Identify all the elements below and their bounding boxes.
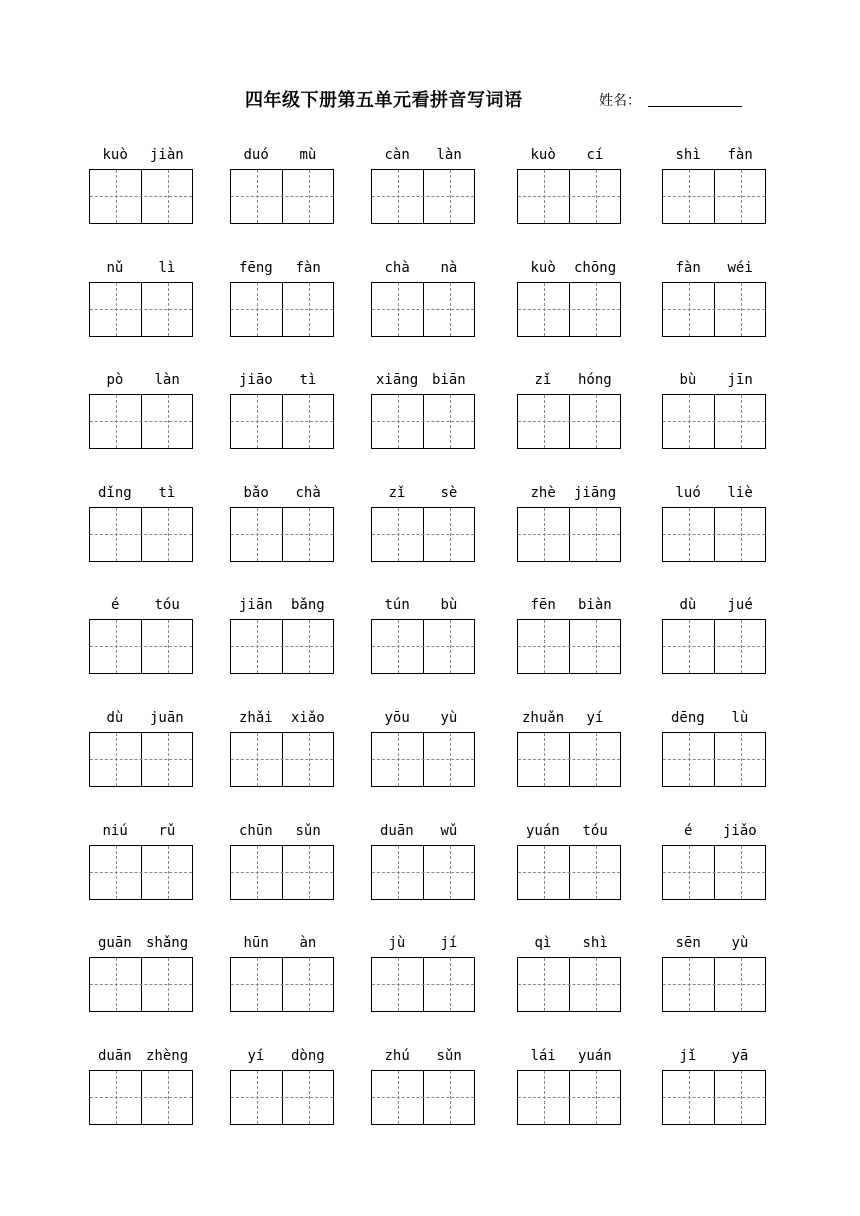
guide-line-horizontal bbox=[518, 759, 620, 760]
pinyin-syllable: sǔn bbox=[295, 823, 321, 839]
pinyin-syllable: nà bbox=[440, 260, 458, 276]
pinyin-syllable: qì bbox=[534, 935, 552, 951]
pinyin-syllable: tún bbox=[384, 597, 410, 613]
pinyin-syllable: jí bbox=[440, 935, 458, 951]
pinyin-syllable: chūn bbox=[239, 823, 273, 839]
pinyin-syllable: kuò bbox=[530, 260, 556, 276]
guide-line-horizontal bbox=[231, 872, 333, 873]
writing-box[interactable] bbox=[89, 845, 193, 900]
guide-line-horizontal bbox=[518, 421, 620, 422]
pinyin-syllable: yā bbox=[731, 1048, 749, 1064]
pinyin-syllable: zhú bbox=[384, 1048, 410, 1064]
pinyin-syllable: càn bbox=[384, 147, 410, 163]
pinyin-syllable: bù bbox=[440, 597, 458, 613]
guide-line-horizontal bbox=[372, 309, 474, 310]
guide-line-horizontal bbox=[372, 196, 474, 197]
guide-line-horizontal bbox=[663, 534, 765, 535]
pinyin-syllable: lì bbox=[158, 260, 176, 276]
guide-line-horizontal bbox=[90, 646, 192, 647]
guide-line-horizontal bbox=[231, 309, 333, 310]
pinyin-syllable: biàn bbox=[578, 597, 612, 613]
pinyin-syllable: dòng bbox=[291, 1048, 325, 1064]
pinyin-syllable: xiǎo bbox=[291, 710, 325, 726]
pinyin-syllable: sǔn bbox=[436, 1048, 462, 1064]
pinyin-syllable: wéi bbox=[727, 260, 753, 276]
writing-box[interactable] bbox=[89, 282, 193, 337]
writing-box[interactable] bbox=[230, 169, 334, 224]
writing-box[interactable] bbox=[662, 619, 766, 674]
writing-box[interactable] bbox=[371, 282, 475, 337]
pinyin-syllable: jiān bbox=[239, 597, 273, 613]
pinyin-syllable: yuán bbox=[526, 823, 560, 839]
pinyin-syllable: guān bbox=[98, 935, 132, 951]
guide-line-horizontal bbox=[231, 984, 333, 985]
writing-box[interactable] bbox=[371, 394, 475, 449]
pinyin-syllable: dēng bbox=[671, 710, 705, 726]
pinyin-syllable: àn bbox=[299, 935, 317, 951]
writing-box[interactable] bbox=[230, 394, 334, 449]
writing-box[interactable] bbox=[517, 282, 621, 337]
guide-line-horizontal bbox=[663, 984, 765, 985]
pinyin-syllable: zhǎi bbox=[239, 710, 273, 726]
pinyin-syllable: fàn bbox=[295, 260, 321, 276]
writing-box[interactable] bbox=[230, 282, 334, 337]
guide-line-horizontal bbox=[663, 646, 765, 647]
pinyin-syllable: shì bbox=[582, 935, 608, 951]
pinyin-syllable: zhuǎn bbox=[522, 710, 565, 726]
writing-box[interactable] bbox=[517, 394, 621, 449]
guide-line-horizontal bbox=[663, 309, 765, 310]
pinyin-syllable: wǔ bbox=[440, 823, 458, 839]
writing-box[interactable] bbox=[662, 394, 766, 449]
guide-line-horizontal bbox=[518, 534, 620, 535]
pinyin-syllable: rǔ bbox=[158, 823, 176, 839]
writing-box[interactable] bbox=[517, 732, 621, 787]
guide-line-horizontal bbox=[90, 421, 192, 422]
pinyin-syllable: xiāng bbox=[376, 372, 419, 388]
pinyin-syllable: hūn bbox=[243, 935, 269, 951]
guide-line-horizontal bbox=[518, 984, 620, 985]
guide-line-horizontal bbox=[372, 646, 474, 647]
pinyin-syllable: liè bbox=[727, 485, 753, 501]
writing-box[interactable] bbox=[89, 507, 193, 562]
guide-line-horizontal bbox=[372, 759, 474, 760]
writing-box[interactable] bbox=[662, 282, 766, 337]
guide-line-horizontal bbox=[372, 421, 474, 422]
pinyin-syllable: juān bbox=[150, 710, 184, 726]
guide-line-horizontal bbox=[231, 421, 333, 422]
guide-line-horizontal bbox=[518, 196, 620, 197]
pinyin-syllable: mù bbox=[299, 147, 317, 163]
pinyin-syllable: é bbox=[111, 597, 120, 613]
writing-box[interactable] bbox=[517, 845, 621, 900]
pinyin-syllable: niú bbox=[102, 823, 128, 839]
pinyin-syllable: zhèng bbox=[146, 1048, 189, 1064]
pinyin-syllable: yōu bbox=[384, 710, 410, 726]
guide-line-horizontal bbox=[90, 309, 192, 310]
pinyin-syllable: làn bbox=[436, 147, 462, 163]
guide-line-horizontal bbox=[90, 196, 192, 197]
writing-box[interactable] bbox=[89, 1070, 193, 1125]
page-title: 四年级下册第五单元看拼音写词语 bbox=[245, 90, 523, 111]
pinyin-syllable: fàn bbox=[675, 260, 701, 276]
pinyin-syllable: duó bbox=[243, 147, 269, 163]
writing-box[interactable] bbox=[517, 1070, 621, 1125]
guide-line-horizontal bbox=[518, 1097, 620, 1098]
pinyin-syllable: chōng bbox=[574, 260, 617, 276]
guide-line-horizontal bbox=[518, 309, 620, 310]
guide-line-horizontal bbox=[90, 534, 192, 535]
pinyin-syllable: shǎng bbox=[146, 935, 189, 951]
guide-line-horizontal bbox=[231, 196, 333, 197]
pinyin-syllable: yí bbox=[247, 1048, 265, 1064]
writing-box[interactable] bbox=[371, 732, 475, 787]
pinyin-syllable: jué bbox=[727, 597, 753, 613]
guide-line-horizontal bbox=[663, 1097, 765, 1098]
guide-line-horizontal bbox=[372, 1097, 474, 1098]
writing-box[interactable] bbox=[89, 394, 193, 449]
writing-box[interactable] bbox=[230, 957, 334, 1012]
pinyin-syllable: chà bbox=[295, 485, 321, 501]
pinyin-syllable: jiāo bbox=[239, 372, 273, 388]
pinyin-syllable: kuò bbox=[102, 147, 128, 163]
writing-box[interactable] bbox=[517, 957, 621, 1012]
pinyin-syllable: bù bbox=[679, 372, 697, 388]
pinyin-syllable: tì bbox=[158, 485, 176, 501]
writing-box[interactable] bbox=[371, 169, 475, 224]
pinyin-syllable: dù bbox=[679, 597, 697, 613]
pinyin-syllable: sè bbox=[440, 485, 458, 501]
writing-box[interactable] bbox=[89, 619, 193, 674]
pinyin-syllable: biān bbox=[432, 372, 466, 388]
guide-line-horizontal bbox=[663, 196, 765, 197]
pinyin-syllable: lái bbox=[530, 1048, 556, 1064]
pinyin-syllable: jiǎo bbox=[723, 823, 757, 839]
pinyin-syllable: chà bbox=[384, 260, 410, 276]
writing-box[interactable] bbox=[89, 169, 193, 224]
guide-line-horizontal bbox=[90, 1097, 192, 1098]
pinyin-syllable: dǐng bbox=[98, 485, 132, 501]
guide-line-horizontal bbox=[663, 759, 765, 760]
pinyin-syllable: tóu bbox=[154, 597, 180, 613]
writing-box[interactable] bbox=[89, 957, 193, 1012]
name-blank[interactable] bbox=[648, 106, 742, 107]
pinyin-syllable: duān bbox=[98, 1048, 132, 1064]
pinyin-syllable: bǎo bbox=[243, 485, 269, 501]
writing-box[interactable] bbox=[230, 619, 334, 674]
guide-line-horizontal bbox=[518, 872, 620, 873]
pinyin-syllable: jiāng bbox=[574, 485, 617, 501]
writing-box[interactable] bbox=[230, 732, 334, 787]
pinyin-syllable: tì bbox=[299, 372, 317, 388]
pinyin-syllable: lù bbox=[731, 710, 749, 726]
pinyin-syllable: nǔ bbox=[106, 260, 124, 276]
writing-box[interactable] bbox=[230, 1070, 334, 1125]
pinyin-syllable: sēn bbox=[675, 935, 701, 951]
writing-box[interactable] bbox=[662, 169, 766, 224]
writing-box[interactable] bbox=[371, 845, 475, 900]
writing-box[interactable] bbox=[371, 507, 475, 562]
guide-line-horizontal bbox=[663, 872, 765, 873]
guide-line-horizontal bbox=[663, 421, 765, 422]
pinyin-syllable: é bbox=[684, 823, 693, 839]
writing-box[interactable] bbox=[662, 1070, 766, 1125]
pinyin-syllable: fàn bbox=[727, 147, 753, 163]
guide-line-horizontal bbox=[372, 534, 474, 535]
writing-box[interactable] bbox=[371, 957, 475, 1012]
writing-box[interactable] bbox=[517, 169, 621, 224]
pinyin-syllable: tóu bbox=[582, 823, 608, 839]
pinyin-syllable: duān bbox=[380, 823, 414, 839]
guide-line-horizontal bbox=[372, 984, 474, 985]
guide-line-horizontal bbox=[231, 646, 333, 647]
pinyin-syllable: shì bbox=[675, 147, 701, 163]
pinyin-syllable: luó bbox=[675, 485, 701, 501]
guide-line-horizontal bbox=[90, 984, 192, 985]
guide-line-horizontal bbox=[372, 872, 474, 873]
pinyin-syllable: fēng bbox=[239, 260, 273, 276]
pinyin-syllable: jù bbox=[388, 935, 406, 951]
pinyin-syllable: hóng bbox=[578, 372, 612, 388]
pinyin-syllable: jǐ bbox=[679, 1048, 697, 1064]
pinyin-syllable: kuò bbox=[530, 147, 556, 163]
guide-line-horizontal bbox=[90, 872, 192, 873]
pinyin-syllable: yù bbox=[440, 710, 458, 726]
pinyin-syllable: bǎng bbox=[291, 597, 325, 613]
guide-line-horizontal bbox=[231, 534, 333, 535]
writing-box[interactable] bbox=[662, 845, 766, 900]
writing-box[interactable] bbox=[89, 732, 193, 787]
pinyin-syllable: jīn bbox=[727, 372, 753, 388]
pinyin-syllable: zǐ bbox=[534, 372, 552, 388]
pinyin-syllable: fēn bbox=[530, 597, 556, 613]
pinyin-syllable: yuán bbox=[578, 1048, 612, 1064]
name-label: 姓名： bbox=[599, 93, 641, 109]
pinyin-syllable: yù bbox=[731, 935, 749, 951]
pinyin-syllable: jiàn bbox=[150, 147, 184, 163]
pinyin-syllable: dù bbox=[106, 710, 124, 726]
pinyin-syllable: cí bbox=[586, 147, 604, 163]
writing-box[interactable] bbox=[371, 1070, 475, 1125]
guide-line-horizontal bbox=[231, 759, 333, 760]
writing-box[interactable] bbox=[517, 507, 621, 562]
guide-line-horizontal bbox=[231, 1097, 333, 1098]
pinyin-syllable: làn bbox=[154, 372, 180, 388]
writing-box[interactable] bbox=[517, 619, 621, 674]
writing-box[interactable] bbox=[230, 845, 334, 900]
pinyin-syllable: zǐ bbox=[388, 485, 406, 501]
guide-line-horizontal bbox=[90, 759, 192, 760]
writing-box[interactable] bbox=[371, 619, 475, 674]
writing-box[interactable] bbox=[662, 732, 766, 787]
pinyin-syllable: yí bbox=[586, 710, 604, 726]
pinyin-syllable: pò bbox=[106, 372, 124, 388]
pinyin-syllable: zhè bbox=[530, 485, 556, 501]
writing-box[interactable] bbox=[662, 957, 766, 1012]
writing-box[interactable] bbox=[230, 507, 334, 562]
writing-box[interactable] bbox=[662, 507, 766, 562]
guide-line-horizontal bbox=[518, 646, 620, 647]
